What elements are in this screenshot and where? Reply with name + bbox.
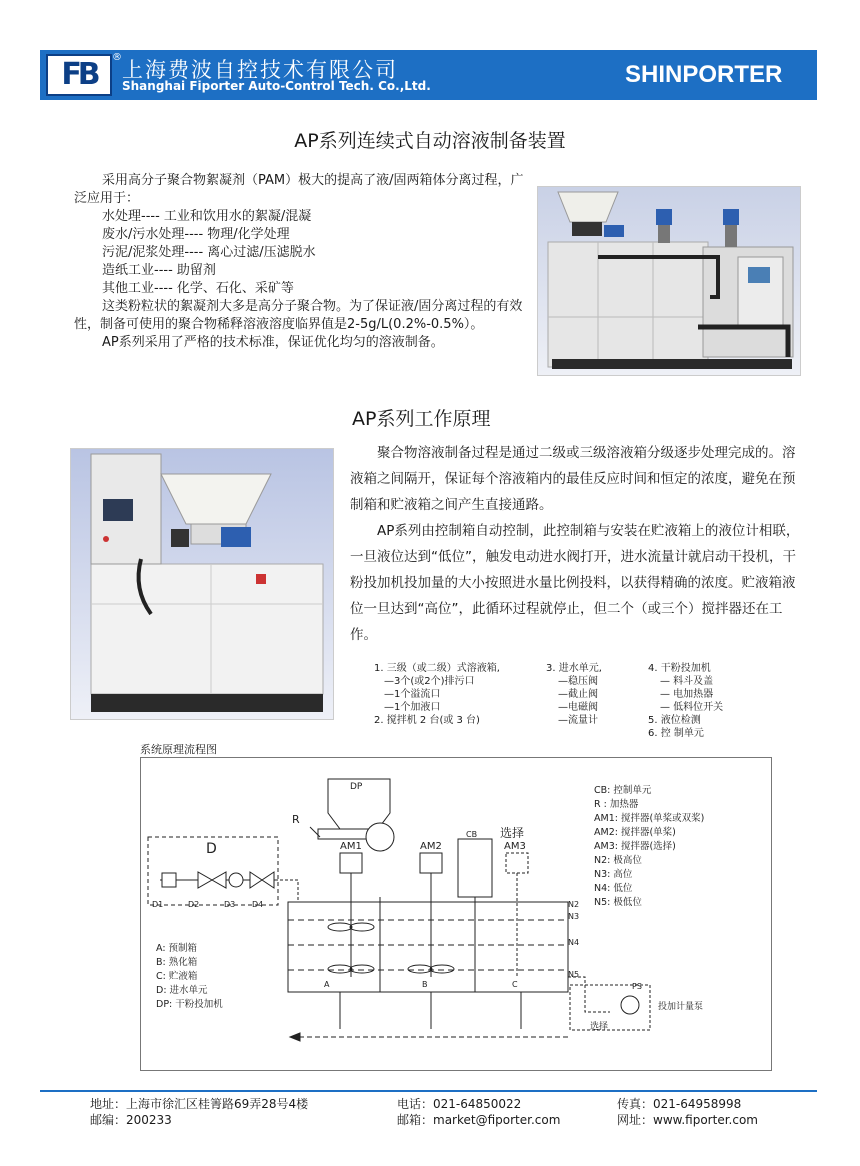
component-item: — 料斗及盖 [660,676,714,687]
screw-feeder [318,829,370,839]
component-item: 6. 控 制单元 [648,728,704,739]
component-item: —电磁阀 [558,702,598,713]
component-item: —流量计 [558,715,598,726]
intro-paragraph-2: 这类粉粒状的絮凝剂大多是高分子聚合物。为了保证液/固分离过程的有效性，制备可使用的聚合物稀释溶液溶度临界值是2-5g/L(0.2%-0.5%）。 [74,299,523,332]
component-item: —稳压阀 [558,676,598,687]
control-box-shape [458,839,492,897]
agitator-motor-3 [506,853,528,873]
legend-right-item: N3: 高位 [594,869,633,880]
label-d1: D1 [152,900,164,909]
valve-d1 [162,873,176,887]
label-select-2: 选择 [590,1022,609,1032]
legend-left-item: DP: 干粉投加机 [156,999,223,1010]
footer-postcode: 邮编：200233 [90,1113,172,1127]
label-n5: N5 [568,970,580,979]
legend-right-item: N5: 极低位 [594,897,642,908]
use-item: 造纸工业---- 助留剂 [102,263,216,278]
legend-right-item: CB: 控制单元 [594,785,652,796]
components-list-3 [648,662,723,740]
component-item: —3个(或2个)排污口 [384,676,475,687]
legend-right-item: AM3: 搅拌器(选择) [594,841,676,852]
valve-d4-b [262,872,274,888]
label-tank-a: A [324,980,330,989]
principle-paragraph-1: 聚合物溶液制备过程是通过二级或三级溶液箱分级逐步处理完成的。溶液箱之间隔开，保证每个溶液箱内的最佳反应时间和恒定的浓度，避免在预制箱和贮液箱之间产生直接通路。 [350,445,796,513]
component-item: 2. 搅拌机 2 台(或 3 台) [374,715,480,726]
label-am3: AM3 [504,841,526,852]
label-d4: D4 [252,900,264,909]
product-photo-2 [70,448,334,720]
label-n2: N2 [568,900,580,909]
component-item: 4. 干粉投加机 [648,663,711,674]
inlet-pipe [280,880,298,902]
component-item: —截止阀 [558,689,598,700]
label-n3: N3 [568,912,580,921]
page-title: AP系列连续式自动溶液制备装置 [294,130,566,152]
intro-section [74,172,524,352]
legend-left-item: D: 进水单元 [156,985,208,996]
label-am2: AM2 [420,841,442,852]
component-item: —1个溢流口 [384,689,441,700]
flow-diagram-title: 系统原理流程图 [140,743,217,756]
drain-arrow [290,1033,300,1041]
label-select-1: 选择 [500,826,525,840]
footer-email[interactable]: 邮箱：market@fiporter.com [397,1113,561,1127]
footer-divider [40,1090,817,1092]
components-list-2 [546,662,602,727]
component-item: 5. 液位检测 [648,715,701,726]
label-dosing-pump: 投加计量泵 [658,1002,704,1012]
components-list-1 [374,662,500,727]
use-item: 污泥/泥浆处理---- 离心过滤/压滤脱水 [102,245,316,260]
footer-website[interactable]: 网址：www.fiporter.com [617,1113,758,1127]
agitator-motor-1 [340,853,362,873]
valve-d2-a [198,872,212,888]
component-item: — 低料位开关 [660,702,724,713]
component-item: 3. 进水单元, [546,663,602,674]
principle-section [350,440,800,648]
use-item: 其他工业---- 化学、石化、采矿等 [102,281,294,296]
label-tank-b: B [422,980,428,989]
company-name-cn: 上海费波自控技术有限公司 [122,58,398,82]
company-logo [46,54,112,96]
label-am1: AM1 [340,841,362,852]
label-r: R [292,813,300,826]
tank-body [288,902,568,992]
product-photo-1 [537,186,801,376]
brand-name: SHINPORTER [625,61,783,88]
dosing-pump-shape [621,996,639,1014]
legend-left-item: C: 贮液箱 [156,971,198,982]
valve-d4-a [250,872,262,888]
agitator-motor-2 [420,853,442,873]
intro-paragraph-3: AP系列采用了严格的技术标准，保证优化均匀的溶液制备。 [102,335,444,350]
logo-mark: FB [61,57,97,92]
component-item: 1. 三级（或二级）式溶液箱, [374,663,500,674]
product-illustration-1 [538,187,800,375]
label-d3: D3 [224,900,236,909]
intro-paragraph-1: 采用高分子聚合物絮凝剂（PAM）极大的提高了液/固两箱体分离过程，广泛应用于： [74,173,524,206]
principle-paragraph-2: AP系列由控制箱自动控制，此控制箱与安装在贮液箱上的液位计相联，一旦液位达到“低位”，触发电动进水阀打开，进水流量计就启动干投机，干粉投加机投加量的大小按照进水量比例投料，以获得精确的浓度。贮液箱液位一旦达到“高位”，此循环过程就停止，但二个（或三个）搅拌器还在工作。 [350,523,800,643]
footer-phone: 电话：021-64850022 [397,1097,522,1111]
label-tank-c: C [512,980,518,989]
footer-address: 地址：上海市徐汇区桂箐路69弄28号4楼 [90,1097,309,1111]
component-item: — 电加热器 [660,689,714,700]
label-dp: DP [350,782,363,792]
label-n4: N4 [568,938,580,947]
label-ps: PS [632,982,642,991]
company-name-en: Shanghai Fiporter Auto-Control Tech. Co.,Ltd. [122,79,431,93]
component-item: —1个加液口 [384,702,441,713]
legend-left-item: B: 熟化箱 [156,957,198,968]
use-item: 水处理---- 工业和饮用水的絮凝/混凝 [102,209,312,224]
legend-left-item: A: 预制箱 [156,943,198,954]
flow-diagram [140,757,770,1069]
outlet-pipe [568,977,610,1012]
legend-right-item: AM2: 搅拌器(单桨) [594,827,676,838]
registered-mark: ® [112,52,122,63]
footer-fax: 传真：021-64958998 [617,1097,742,1111]
feeder-motor-shape [366,823,394,851]
label-d: D [206,841,217,857]
product-illustration-2 [71,449,333,719]
valve-d2-b [212,872,226,888]
legend-right-item: AM1: 搅拌器(单桨或双桨) [594,813,705,824]
use-item: 废水/污水处理---- 物理/化学处理 [102,227,290,242]
label-cb: CB [466,830,478,839]
legend-right-item: N2: 极高位 [594,855,642,866]
flowmeter-d3 [229,873,243,887]
section-title-principle: AP系列工作原理 [352,408,491,430]
legend-right-item: N4: 低位 [594,883,633,894]
legend-right-item: R : 加热器 [594,799,639,810]
label-d2: D2 [188,900,200,909]
